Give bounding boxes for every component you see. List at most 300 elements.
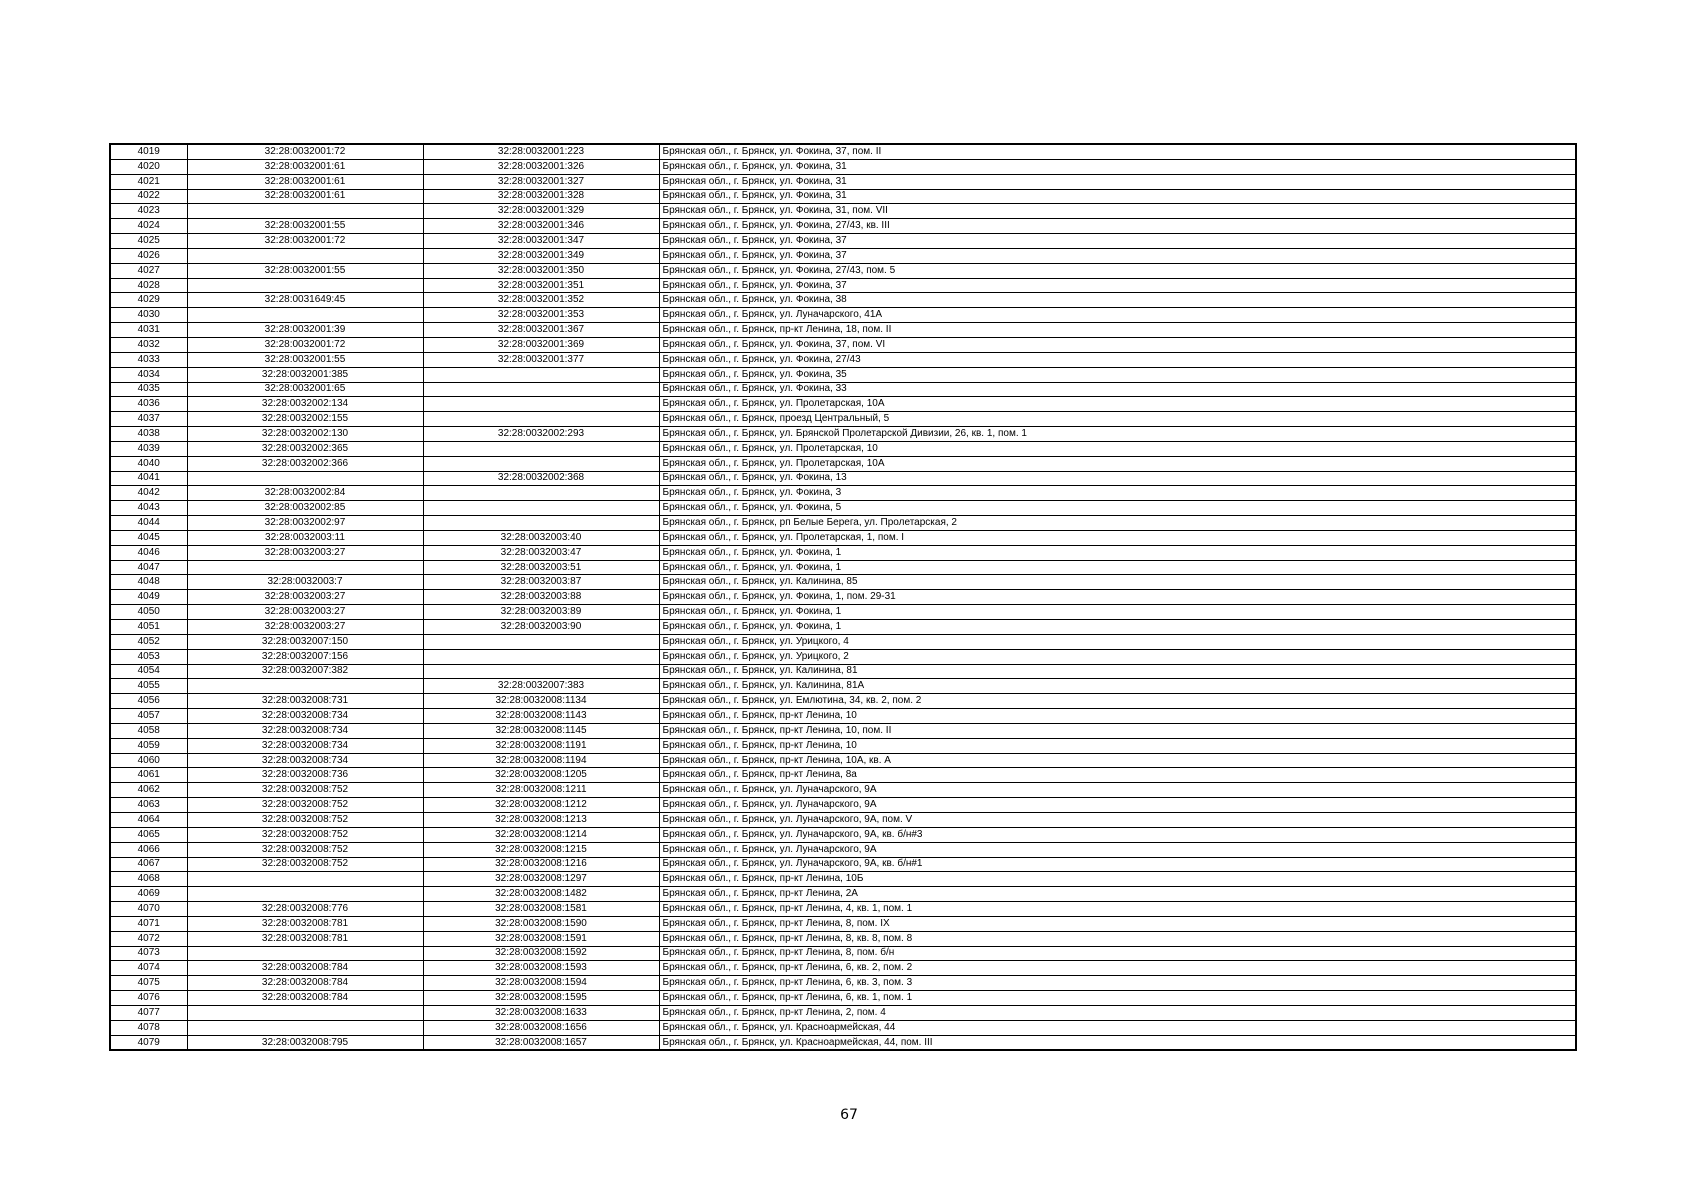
table-row: [110, 159, 1576, 174]
object-cadastral-number-cell: 32:28:0032003:47: [423, 545, 659, 560]
row-number-cell: 4020: [110, 159, 187, 174]
address-cell: Брянская обл., г. Брянск, ул. Урицкого, 4: [659, 634, 1576, 649]
object-cadastral-number-cell: 32:28:0032008:1145: [423, 723, 659, 738]
table-row: [110, 664, 1576, 679]
table-row: [110, 798, 1576, 813]
table-row: [110, 753, 1576, 768]
table-row: [110, 827, 1576, 842]
object-cadastral-number-cell: [423, 382, 659, 397]
row-number-cell: 4050: [110, 605, 187, 620]
parent-cadastral-number-cell: 32:28:0032003:7: [187, 575, 423, 590]
object-cadastral-number-cell: 32:28:0032008:1590: [423, 916, 659, 931]
parent-cadastral-number-cell: 32:28:0032008:734: [187, 738, 423, 753]
address-cell: Брянская обл., г. Брянск, ул. Фокина, 1: [659, 560, 1576, 575]
row-number-cell: 4056: [110, 694, 187, 709]
table-row: [110, 412, 1576, 427]
table-row: [110, 887, 1576, 902]
address-cell: Брянская обл., г. Брянск, ул. Урицкого, 2: [659, 649, 1576, 664]
parent-cadastral-number-cell: 32:28:0032003:27: [187, 590, 423, 605]
table-row: [110, 144, 1576, 159]
address-cell: Брянская обл., г. Брянск, ул. Фокина, 1, пом. 29-31: [659, 590, 1576, 605]
row-number-cell: 4029: [110, 293, 187, 308]
address-cell: Брянская обл., г. Брянск, ул. Брянской Пролетарской Дивизии, 26, кв. 1, пом. 1: [659, 427, 1576, 442]
table-row: [110, 649, 1576, 664]
parent-cadastral-number-cell: 32:28:0032001:61: [187, 189, 423, 204]
address-cell: Брянская обл., г. Брянск, пр-кт Ленина, 8, кв. 8, пом. 8: [659, 931, 1576, 946]
row-number-cell: 4043: [110, 501, 187, 516]
address-cell: Брянская обл., г. Брянск, пр-кт Ленина, 8а: [659, 768, 1576, 783]
parent-cadastral-number-cell: 32:28:0032002:85: [187, 501, 423, 516]
object-cadastral-number-cell: [423, 456, 659, 471]
object-cadastral-number-cell: 32:28:0032008:1143: [423, 709, 659, 724]
object-cadastral-number-cell: 32:28:0032008:1205: [423, 768, 659, 783]
table-row: [110, 248, 1576, 263]
parent-cadastral-number-cell: 32:28:0032008:752: [187, 857, 423, 872]
table-row: [110, 709, 1576, 724]
address-cell: Брянская обл., г. Брянск, ул. Фокина, 27/43, пом. 5: [659, 263, 1576, 278]
table-row: [110, 441, 1576, 456]
table-row: [110, 605, 1576, 620]
object-cadastral-number-cell: 32:28:0032001:350: [423, 263, 659, 278]
row-number-cell: 4062: [110, 783, 187, 798]
object-cadastral-number-cell: 32:28:0032008:1592: [423, 946, 659, 961]
address-cell: Брянская обл., г. Брянск, ул. Луначарского, 41А: [659, 308, 1576, 323]
page-number: 67: [840, 1107, 858, 1123]
address-cell: Брянская обл., г. Брянск, пр-кт Ленина, 2А: [659, 887, 1576, 902]
table-row: [110, 530, 1576, 545]
table-row: [110, 174, 1576, 189]
parent-cadastral-number-cell: 32:28:0032008:734: [187, 753, 423, 768]
table-row: [110, 189, 1576, 204]
object-cadastral-number-cell: 32:28:0032001:347: [423, 234, 659, 249]
row-number-cell: 4024: [110, 219, 187, 234]
row-number-cell: 4057: [110, 709, 187, 724]
parent-cadastral-number-cell: 32:28:0032007:156: [187, 649, 423, 664]
row-number-cell: 4060: [110, 753, 187, 768]
parent-cadastral-number-cell: [187, 887, 423, 902]
object-cadastral-number-cell: 32:28:0032001:346: [423, 219, 659, 234]
address-cell: Брянская обл., г. Брянск, ул. Фокина, 37: [659, 234, 1576, 249]
parent-cadastral-number-cell: [187, 679, 423, 694]
table-row: [110, 812, 1576, 827]
table-row: [110, 219, 1576, 234]
address-cell: Брянская обл., г. Брянск, ул. Луначарского, 9А, пом. V: [659, 812, 1576, 827]
row-number-cell: 4067: [110, 857, 187, 872]
parent-cadastral-number-cell: 32:28:0032002:155: [187, 412, 423, 427]
row-number-cell: 4055: [110, 679, 187, 694]
table-row: [110, 427, 1576, 442]
table-row: [110, 723, 1576, 738]
parent-cadastral-number-cell: 32:28:0032001:61: [187, 159, 423, 174]
address-cell: Брянская обл., г. Брянск, ул. Пролетарская, 10: [659, 441, 1576, 456]
parent-cadastral-number-cell: 32:28:0032001:39: [187, 323, 423, 338]
address-cell: Брянская обл., г. Брянск, ул. Фокина, 27/43: [659, 352, 1576, 367]
parent-cadastral-number-cell: 32:28:0032008:752: [187, 798, 423, 813]
parent-cadastral-number-cell: 32:28:0032008:784: [187, 961, 423, 976]
row-number-cell: 4031: [110, 323, 187, 338]
row-number-cell: 4045: [110, 530, 187, 545]
row-number-cell: 4030: [110, 308, 187, 323]
object-cadastral-number-cell: [423, 501, 659, 516]
row-number-cell: 4064: [110, 812, 187, 827]
address-cell: Брянская обл., г. Брянск, ул. Луначарского, 9А: [659, 842, 1576, 857]
parent-cadastral-number-cell: [187, 278, 423, 293]
address-cell: Брянская обл., г. Брянск, пр-кт Ленина, 8, пом. б/н: [659, 946, 1576, 961]
object-cadastral-number-cell: 32:28:0032001:329: [423, 204, 659, 219]
object-cadastral-number-cell: 32:28:0032001:352: [423, 293, 659, 308]
address-cell: Брянская обл., г. Брянск, пр-кт Ленина, 8, пом. IX: [659, 916, 1576, 931]
address-cell: Брянская обл., г. Брянск, ул. Калинина, 81А: [659, 679, 1576, 694]
row-number-cell: 4032: [110, 337, 187, 352]
row-number-cell: 4025: [110, 234, 187, 249]
address-cell: Брянская обл., г. Брянск, пр-кт Ленина, 6, кв. 2, пом. 2: [659, 961, 1576, 976]
row-number-cell: 4028: [110, 278, 187, 293]
parent-cadastral-number-cell: [187, 872, 423, 887]
address-cell: Брянская обл., г. Брянск, ул. Фокина, 37, пом. II: [659, 144, 1576, 159]
parent-cadastral-number-cell: 32:28:0032007:150: [187, 634, 423, 649]
parent-cadastral-number-cell: 32:28:0032003:27: [187, 545, 423, 560]
row-number-cell: 4075: [110, 976, 187, 991]
object-cadastral-number-cell: 32:28:0032003:87: [423, 575, 659, 590]
address-cell: Брянская обл., г. Брянск, пр-кт Ленина, 10: [659, 709, 1576, 724]
table-row: [110, 397, 1576, 412]
object-cadastral-number-cell: 32:28:0032008:1633: [423, 1005, 659, 1020]
parent-cadastral-number-cell: 32:28:0032001:65: [187, 382, 423, 397]
parent-cadastral-number-cell: 32:28:0032008:752: [187, 812, 423, 827]
address-cell: Брянская обл., г. Брянск, пр-кт Ленина, 6, кв. 3, пом. 3: [659, 976, 1576, 991]
row-number-cell: 4058: [110, 723, 187, 738]
parent-cadastral-number-cell: 32:28:0032002:84: [187, 486, 423, 501]
table-row: [110, 738, 1576, 753]
address-cell: Брянская обл., г. Брянск, ул. Фокина, 31: [659, 189, 1576, 204]
address-cell: Брянская обл., г. Брянск, ул. Красноармейская, 44: [659, 1020, 1576, 1035]
object-cadastral-number-cell: 32:28:0032001:369: [423, 337, 659, 352]
parent-cadastral-number-cell: [187, 946, 423, 961]
row-number-cell: 4039: [110, 441, 187, 456]
row-number-cell: 4071: [110, 916, 187, 931]
table-row: [110, 961, 1576, 976]
address-cell: Брянская обл., г. Брянск, ул. Калинина, 85: [659, 575, 1576, 590]
row-number-cell: 4066: [110, 842, 187, 857]
row-number-cell: 4070: [110, 902, 187, 917]
address-cell: Брянская обл., г. Брянск, пр-кт Ленина, 6, кв. 1, пом. 1: [659, 991, 1576, 1006]
address-cell: Брянская обл., г. Брянск, ул. Красноармейская, 44, пом. III: [659, 1035, 1576, 1050]
object-cadastral-number-cell: 32:28:0032001:349: [423, 248, 659, 263]
address-cell: Брянская обл., г. Брянск, ул. Луначарского, 9А: [659, 783, 1576, 798]
row-number-cell: 4038: [110, 427, 187, 442]
address-cell: Брянская обл., г. Брянск, пр-кт Ленина, 10: [659, 738, 1576, 753]
address-cell: Брянская обл., г. Брянск, рп Белые Берега, ул. Пролетарская, 2: [659, 516, 1576, 531]
table-row: [110, 946, 1576, 961]
table-row: [110, 1035, 1576, 1050]
object-cadastral-number-cell: 32:28:0032007:383: [423, 679, 659, 694]
parent-cadastral-number-cell: 32:28:0032008:734: [187, 723, 423, 738]
object-cadastral-number-cell: 32:28:0032008:1213: [423, 812, 659, 827]
table-row: [110, 768, 1576, 783]
address-cell: Брянская обл., г. Брянск, ул. Луначарского, 9А, кв. б/н#1: [659, 857, 1576, 872]
address-cell: Брянская обл., г. Брянск, ул. Фокина, 3: [659, 486, 1576, 501]
row-number-cell: 4073: [110, 946, 187, 961]
row-number-cell: 4061: [110, 768, 187, 783]
address-cell: Брянская обл., г. Брянск, пр-кт Ленина, 10Б: [659, 872, 1576, 887]
parent-cadastral-number-cell: 32:28:0032008:752: [187, 842, 423, 857]
address-cell: Брянская обл., г. Брянск, ул. Фокина, 35: [659, 367, 1576, 382]
row-number-cell: 4034: [110, 367, 187, 382]
object-cadastral-number-cell: 32:28:0032008:1191: [423, 738, 659, 753]
row-number-cell: 4044: [110, 516, 187, 531]
table-row: [110, 367, 1576, 382]
parent-cadastral-number-cell: 32:28:0032007:382: [187, 664, 423, 679]
row-number-cell: 4059: [110, 738, 187, 753]
parent-cadastral-number-cell: [187, 204, 423, 219]
row-number-cell: 4052: [110, 634, 187, 649]
address-cell: Брянская обл., г. Брянск, ул. Фокина, 31: [659, 159, 1576, 174]
address-cell: Брянская обл., г. Брянск, ул. Фокина, 13: [659, 471, 1576, 486]
row-number-cell: 4037: [110, 412, 187, 427]
row-number-cell: 4068: [110, 872, 187, 887]
address-cell: Брянская обл., г. Брянск, ул. Луначарского, 9А, кв. б/н#3: [659, 827, 1576, 842]
row-number-cell: 4048: [110, 575, 187, 590]
address-cell: Брянская обл., г. Брянск, ул. Луначарского, 9А: [659, 798, 1576, 813]
address-cell: Брянская обл., г. Брянск, ул. Фокина, 1: [659, 545, 1576, 560]
object-cadastral-number-cell: 32:28:0032002:368: [423, 471, 659, 486]
object-cadastral-number-cell: 32:28:0032008:1211: [423, 783, 659, 798]
table-row: [110, 872, 1576, 887]
parent-cadastral-number-cell: 32:28:0032001:61: [187, 174, 423, 189]
object-cadastral-number-cell: 32:28:0032008:1212: [423, 798, 659, 813]
object-cadastral-number-cell: [423, 367, 659, 382]
parent-cadastral-number-cell: [187, 560, 423, 575]
object-cadastral-number-cell: 32:28:0032003:40: [423, 530, 659, 545]
table-row: [110, 976, 1576, 991]
address-cell: Брянская обл., г. Брянск, ул. Фокина, 37: [659, 248, 1576, 263]
row-number-cell: 4076: [110, 991, 187, 1006]
object-cadastral-number-cell: 32:28:0032008:1482: [423, 887, 659, 902]
parent-cadastral-number-cell: 32:28:0032001:385: [187, 367, 423, 382]
parent-cadastral-number-cell: [187, 248, 423, 263]
row-number-cell: 4022: [110, 189, 187, 204]
parent-cadastral-number-cell: 32:28:0032003:27: [187, 605, 423, 620]
parent-cadastral-number-cell: 32:28:0032008:781: [187, 931, 423, 946]
address-cell: Брянская обл., г. Брянск, ул. Фокина, 37, пом. VI: [659, 337, 1576, 352]
object-cadastral-number-cell: 32:28:0032008:1657: [423, 1035, 659, 1050]
parent-cadastral-number-cell: 32:28:0032008:795: [187, 1035, 423, 1050]
row-number-cell: 4019: [110, 144, 187, 159]
table-row: [110, 560, 1576, 575]
parent-cadastral-number-cell: 32:28:0032002:97: [187, 516, 423, 531]
table-row: [110, 293, 1576, 308]
object-cadastral-number-cell: 32:28:0032001:326: [423, 159, 659, 174]
table-row: [110, 234, 1576, 249]
table-row: [110, 634, 1576, 649]
table-row: [110, 1005, 1576, 1020]
parent-cadastral-number-cell: 32:28:0032008:734: [187, 709, 423, 724]
table-row: [110, 620, 1576, 635]
parent-cadastral-number-cell: 32:28:0032001:72: [187, 337, 423, 352]
parent-cadastral-number-cell: 32:28:0032002:130: [187, 427, 423, 442]
object-cadastral-number-cell: 32:28:0032008:1656: [423, 1020, 659, 1035]
row-number-cell: 4026: [110, 248, 187, 263]
row-number-cell: 4049: [110, 590, 187, 605]
row-number-cell: 4046: [110, 545, 187, 560]
table-row: [110, 1020, 1576, 1035]
address-cell: Брянская обл., г. Брянск, ул. Фокина, 5: [659, 501, 1576, 516]
address-cell: Брянская обл., г. Брянск, пр-кт Ленина, 18, пом. II: [659, 323, 1576, 338]
parent-cadastral-number-cell: 32:28:0032001:55: [187, 352, 423, 367]
object-cadastral-number-cell: 32:28:0032008:1297: [423, 872, 659, 887]
parent-cadastral-number-cell: 32:28:0032001:72: [187, 234, 423, 249]
object-cadastral-number-cell: 32:28:0032001:327: [423, 174, 659, 189]
parent-cadastral-number-cell: 32:28:0032002:366: [187, 456, 423, 471]
table-row: [110, 471, 1576, 486]
table-row: [110, 902, 1576, 917]
table-row: [110, 278, 1576, 293]
object-cadastral-number-cell: 32:28:0032008:1591: [423, 931, 659, 946]
object-cadastral-number-cell: 32:28:0032002:293: [423, 427, 659, 442]
parent-cadastral-number-cell: 32:28:0032008:736: [187, 768, 423, 783]
table-row: [110, 694, 1576, 709]
object-cadastral-number-cell: 32:28:0032003:51: [423, 560, 659, 575]
object-cadastral-number-cell: 32:28:0032008:1594: [423, 976, 659, 991]
address-cell: Брянская обл., г. Брянск, ул. Фокина, 31: [659, 174, 1576, 189]
parent-cadastral-number-cell: 32:28:0032008:781: [187, 916, 423, 931]
registry-table-body: [110, 144, 1576, 1050]
parent-cadastral-number-cell: [187, 471, 423, 486]
table-row: [110, 931, 1576, 946]
registry-table: [109, 143, 1577, 1051]
row-number-cell: 4035: [110, 382, 187, 397]
address-cell: Брянская обл., г. Брянск, ул. Пролетарская, 1, пом. I: [659, 530, 1576, 545]
object-cadastral-number-cell: 32:28:0032001:351: [423, 278, 659, 293]
address-cell: Брянская обл., г. Брянск, ул. Фокина, 37: [659, 278, 1576, 293]
object-cadastral-number-cell: 32:28:0032008:1593: [423, 961, 659, 976]
table-row: [110, 916, 1576, 931]
row-number-cell: 4023: [110, 204, 187, 219]
parent-cadastral-number-cell: 32:28:0032001:72: [187, 144, 423, 159]
parent-cadastral-number-cell: 32:28:0032002:134: [187, 397, 423, 412]
object-cadastral-number-cell: [423, 664, 659, 679]
table-row: [110, 308, 1576, 323]
row-number-cell: 4033: [110, 352, 187, 367]
object-cadastral-number-cell: [423, 634, 659, 649]
object-cadastral-number-cell: 32:28:0032001:377: [423, 352, 659, 367]
row-number-cell: 4051: [110, 620, 187, 635]
object-cadastral-number-cell: [423, 412, 659, 427]
address-cell: Брянская обл., г. Брянск, пр-кт Ленина, 4, кв. 1, пом. 1: [659, 902, 1576, 917]
parent-cadastral-number-cell: 32:28:0032008:752: [187, 783, 423, 798]
row-number-cell: 4041: [110, 471, 187, 486]
parent-cadastral-number-cell: 32:28:0032002:365: [187, 441, 423, 456]
object-cadastral-number-cell: [423, 397, 659, 412]
object-cadastral-number-cell: 32:28:0032001:367: [423, 323, 659, 338]
table-row: [110, 382, 1576, 397]
address-cell: Брянская обл., г. Брянск, ул. Фокина, 31, пом. VII: [659, 204, 1576, 219]
row-number-cell: 4047: [110, 560, 187, 575]
parent-cadastral-number-cell: 32:28:0032008:784: [187, 991, 423, 1006]
table-row: [110, 842, 1576, 857]
row-number-cell: 4063: [110, 798, 187, 813]
object-cadastral-number-cell: 32:28:0032001:353: [423, 308, 659, 323]
row-number-cell: 4065: [110, 827, 187, 842]
address-cell: Брянская обл., г. Брянск, ул. Фокина, 1: [659, 620, 1576, 635]
table-row: [110, 679, 1576, 694]
table-row: [110, 501, 1576, 516]
address-cell: Брянская обл., г. Брянск, проезд Центральный, 5: [659, 412, 1576, 427]
object-cadastral-number-cell: 32:28:0032001:223: [423, 144, 659, 159]
object-cadastral-number-cell: [423, 516, 659, 531]
address-cell: Брянская обл., г. Брянск, ул. Пролетарская, 10А: [659, 397, 1576, 412]
parent-cadastral-number-cell: [187, 1020, 423, 1035]
object-cadastral-number-cell: 32:28:0032003:90: [423, 620, 659, 635]
table-row: [110, 204, 1576, 219]
parent-cadastral-number-cell: 32:28:0032001:55: [187, 219, 423, 234]
parent-cadastral-number-cell: 32:28:0031649:45: [187, 293, 423, 308]
address-cell: Брянская обл., г. Брянск, ул. Калинина, 81: [659, 664, 1576, 679]
address-cell: Брянская обл., г. Брянск, пр-кт Ленина, 2, пом. 4: [659, 1005, 1576, 1020]
parent-cadastral-number-cell: 32:28:0032001:55: [187, 263, 423, 278]
parent-cadastral-number-cell: 32:28:0032008:784: [187, 976, 423, 991]
table-row: [110, 575, 1576, 590]
parent-cadastral-number-cell: 32:28:0032008:776: [187, 902, 423, 917]
row-number-cell: 4078: [110, 1020, 187, 1035]
object-cadastral-number-cell: 32:28:0032001:328: [423, 189, 659, 204]
table-row: [110, 456, 1576, 471]
row-number-cell: 4077: [110, 1005, 187, 1020]
object-cadastral-number-cell: [423, 441, 659, 456]
table-row: [110, 857, 1576, 872]
parent-cadastral-number-cell: 32:28:0032008:731: [187, 694, 423, 709]
row-number-cell: 4042: [110, 486, 187, 501]
address-cell: Брянская обл., г. Брянск, ул. Фокина, 38: [659, 293, 1576, 308]
object-cadastral-number-cell: 32:28:0032003:88: [423, 590, 659, 605]
object-cadastral-number-cell: [423, 649, 659, 664]
address-cell: Брянская обл., г. Брянск, пр-кт Ленина, 10А, кв. А: [659, 753, 1576, 768]
address-cell: Брянская обл., г. Брянск, ул. Пролетарская, 10А: [659, 456, 1576, 471]
address-cell: Брянская обл., г. Брянск, пр-кт Ленина, 10, пом. II: [659, 723, 1576, 738]
row-number-cell: 4040: [110, 456, 187, 471]
object-cadastral-number-cell: 32:28:0032008:1595: [423, 991, 659, 1006]
row-number-cell: 4036: [110, 397, 187, 412]
row-number-cell: 4053: [110, 649, 187, 664]
address-cell: Брянская обл., г. Брянск, ул. Емлютина, 34, кв. 2, пом. 2: [659, 694, 1576, 709]
row-number-cell: 4074: [110, 961, 187, 976]
table-row: [110, 263, 1576, 278]
parent-cadastral-number-cell: 32:28:0032008:752: [187, 827, 423, 842]
object-cadastral-number-cell: 32:28:0032008:1215: [423, 842, 659, 857]
parent-cadastral-number-cell: [187, 1005, 423, 1020]
row-number-cell: 4021: [110, 174, 187, 189]
parent-cadastral-number-cell: [187, 308, 423, 323]
object-cadastral-number-cell: 32:28:0032008:1134: [423, 694, 659, 709]
address-cell: Брянская обл., г. Брянск, ул. Фокина, 1: [659, 605, 1576, 620]
table-row: [110, 545, 1576, 560]
table-row: [110, 991, 1576, 1006]
object-cadastral-number-cell: 32:28:0032008:1194: [423, 753, 659, 768]
row-number-cell: 4079: [110, 1035, 187, 1050]
row-number-cell: 4027: [110, 263, 187, 278]
row-number-cell: 4069: [110, 887, 187, 902]
row-number-cell: 4072: [110, 931, 187, 946]
object-cadastral-number-cell: 32:28:0032003:89: [423, 605, 659, 620]
object-cadastral-number-cell: 32:28:0032008:1214: [423, 827, 659, 842]
address-cell: Брянская обл., г. Брянск, ул. Фокина, 33: [659, 382, 1576, 397]
table-row: [110, 337, 1576, 352]
object-cadastral-number-cell: 32:28:0032008:1216: [423, 857, 659, 872]
table-row: [110, 783, 1576, 798]
row-number-cell: 4054: [110, 664, 187, 679]
table-row: [110, 516, 1576, 531]
object-cadastral-number-cell: 32:28:0032008:1581: [423, 902, 659, 917]
